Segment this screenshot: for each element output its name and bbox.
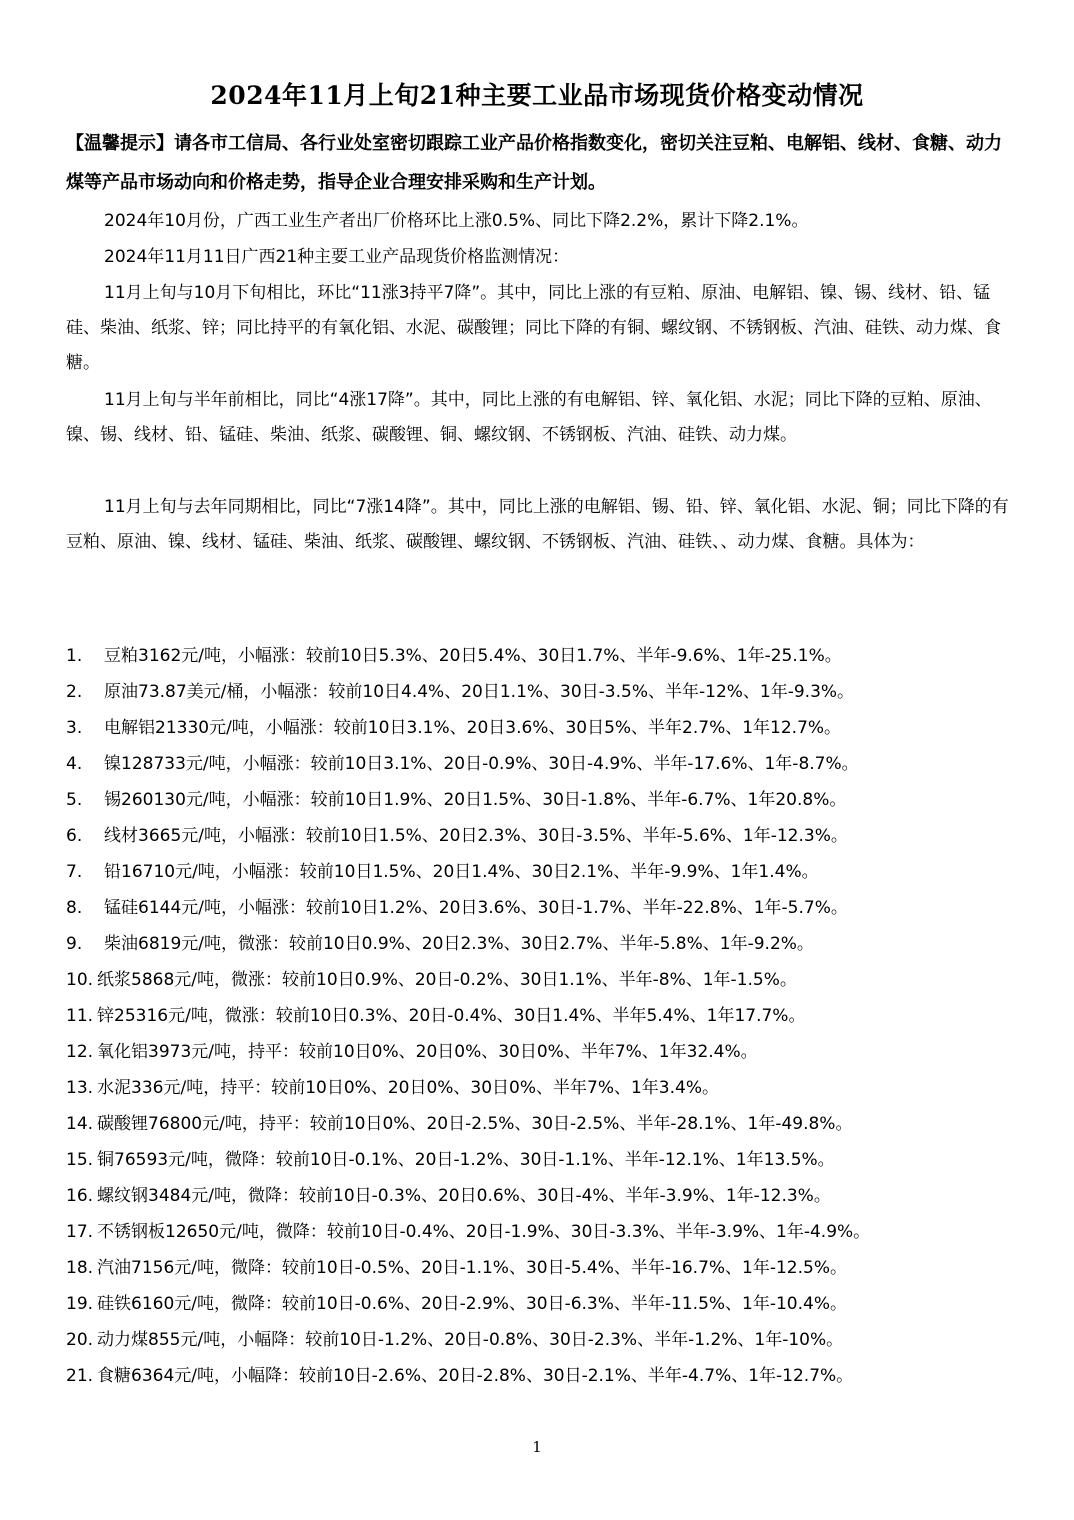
list-item-text: 碳酸锂76800元/吨，持平：较前10日0%、20日-2.5%、30日-2.5%、半年-28.1%、1年-49.8%。 xyxy=(97,1114,853,1134)
list-item xyxy=(66,1286,1026,1322)
list-item-text: 食糖6364元/吨，小幅降：较前10日-2.6%、20日-2.8%、30日-2.1%、半年-4.7%、1年-12.7%。 xyxy=(97,1366,854,1386)
list-item-number: 2. xyxy=(66,682,83,702)
list-item xyxy=(66,746,1026,782)
list-item-number: 20. xyxy=(66,1330,94,1350)
list-item xyxy=(66,926,1026,962)
list-item-number: 21. xyxy=(66,1366,94,1386)
list-item-text: 柴油6819元/吨，微涨：较前10日0.9%、20日2.3%、30日2.7%、半年-5.8%、1年-9.2%。 xyxy=(104,934,814,954)
paragraph-ppi-summary: 2024年10月份，广西工业生产者出厂价格环比上涨0.5%、同比下降2.2%，累计下降2.1%。 xyxy=(104,211,809,231)
list-item xyxy=(66,998,1026,1034)
list-item-number: 9. xyxy=(66,934,83,954)
list-item xyxy=(66,1106,1026,1142)
paragraph-monitoring-intro: 2024年11月11日广西21种主要工业产品现货价格监测情况： xyxy=(104,247,570,267)
list-item-number: 4. xyxy=(66,754,83,774)
paragraph-half-year: 11月上旬与半年前相比，同比“4涨17降”。其中，同比上涨的有电解铝、锌、氧化铝、水泥；同比下降的豆粕、原油、镍、锡、线材、铅、锰硅、柴油、纸浆、碳酸锂、铜、螺纹钢、不锈钢板、汽油、硅铁、动力煤。 xyxy=(66,390,992,445)
list-item-text: 锡260130元/吨，小幅涨：较前10日1.9%、20日1.5%、30日-1.8%、半年-6.7%、1年20.8%。 xyxy=(104,790,847,810)
list-item-text: 氧化铝3973元/吨，持平：较前10日0%、20日0%、30日0%、半年7%、1年32.4%。 xyxy=(97,1042,758,1062)
list-item-number: 14. xyxy=(66,1114,94,1134)
list-item-text: 铅16710元/吨，小幅涨：较前10日1.5%、20日1.4%、30日2.1%、半年-9.9%、1年1.4%。 xyxy=(104,862,819,882)
list-item xyxy=(66,674,1026,710)
list-item-text: 豆粕3162元/吨，小幅涨：较前10日5.3%、20日5.4%、30日1.7%、半年-9.6%、1年-25.1%。 xyxy=(104,646,842,666)
list-item xyxy=(66,890,1026,926)
list-item xyxy=(66,782,1026,818)
list-item-text: 锰硅6144元/吨，小幅涨：较前10日1.2%、20日3.6%、30日-1.7%、半年-22.8%、1年-5.7%。 xyxy=(104,898,848,918)
list-item-number: 5. xyxy=(66,790,83,810)
page-number: 1 xyxy=(532,1438,542,1456)
list-item xyxy=(66,1178,1026,1214)
list-item xyxy=(66,854,1026,890)
warm-tip: 【温馨提示】请各市工信局、各行业处室密切跟踪工业产品价格指数变化，密切关注豆粕、电解铝、线材、食糖、动力煤等产品市场动向和价格走势，指导企业合理安排采购和生产计划。 xyxy=(66,133,1002,193)
list-item xyxy=(66,818,1026,854)
list-item-number: 13. xyxy=(66,1078,94,1098)
list-item-text: 镍128733元/吨，小幅涨：较前10日3.1%、20日-0.9%、30日-4.9%、半年-17.6%、1年-8.7%。 xyxy=(104,754,859,774)
list-item-text: 螺纹钢3484元/吨，微降：较前10日-0.3%、20日0.6%、30日-4%、半年-3.9%、1年-12.3%。 xyxy=(97,1186,831,1206)
list-item xyxy=(66,1214,1026,1250)
list-item xyxy=(66,710,1026,746)
list-item-text: 纸浆5868元/吨，微涨：较前10日0.9%、20日-0.2%、30日1.1%、半年-8%、1年-1.5%。 xyxy=(97,970,797,990)
list-item-text: 汽油7156元/吨，微降：较前10日-0.5%、20日-1.1%、30日-5.4%、半年-16.7%、1年-12.5%。 xyxy=(97,1258,847,1278)
list-item-number: 11. xyxy=(66,1006,94,1026)
list-item-number: 8. xyxy=(66,898,83,918)
list-item-number: 19. xyxy=(66,1294,94,1314)
list-item xyxy=(66,1358,1026,1394)
list-item xyxy=(66,1070,1026,1106)
list-item-text: 硅铁6160元/吨，微降：较前10日-0.6%、20日-2.9%、30日-6.3%、半年-11.5%、1年-10.4%。 xyxy=(97,1294,847,1314)
list-item-text: 锌25316元/吨，微涨：较前10日0.3%、20日-0.4%、30日1.4%、半年5.4%、1年17.7%。 xyxy=(97,1006,806,1026)
list-item-number: 7. xyxy=(66,862,83,882)
list-item-number: 17. xyxy=(66,1222,94,1242)
list-item-number: 12. xyxy=(66,1042,94,1062)
list-item-number: 1. xyxy=(66,646,83,666)
list-item-number: 3. xyxy=(66,718,83,738)
list-item-text: 动力煤855元/吨，小幅降：较前10日-1.2%、20日-0.8%、30日-2.3%、半年-1.2%、1年-10%。 xyxy=(97,1330,844,1350)
list-item xyxy=(66,1034,1026,1070)
document-title: 2024年11月上旬21种主要工业品市场现货价格变动情况 xyxy=(210,81,864,110)
paragraph-year-on-year: 11月上旬与去年同期相比，同比“7涨14降”。其中，同比上涨的电解铝、锡、铅、锌、氧化铝、水泥、铜；同比下降的有豆粕、原油、镍、线材、锰硅、柴油、纸浆、碳酸锂、螺纹钢、不锈钢板、汽油、硅铁、、动力煤、食糖。具体为： xyxy=(66,497,1009,552)
paragraph-month-on-month: 11月上旬与10月下旬相比，环比“11涨3持平7降”。其中，同比上涨的有豆粕、原油、电解铝、镍、锡、线材、铅、锰硅、柴油、纸浆、锌；同比持平的有氧化铝、水泥、碳酸锂；同比下降的有铜、螺纹钢、不锈钢板、汽油、硅铁、动力煤、食糖。 xyxy=(66,283,1001,373)
list-item-text: 线材3665元/吨，小幅涨：较前10日1.5%、20日2.3%、30日-3.5%、半年-5.6%、1年-12.3%。 xyxy=(104,826,848,846)
price-list xyxy=(66,638,1026,1394)
list-item-number: 10. xyxy=(66,970,94,990)
list-item-text: 铜76593元/吨，微降：较前10日-0.1%、20日-1.2%、30日-1.1%、半年-12.1%、1年13.5%。 xyxy=(97,1150,835,1170)
list-item xyxy=(66,1250,1026,1286)
list-item xyxy=(66,1142,1026,1178)
list-item-text: 水泥336元/吨，持平：较前10日0%、20日0%、30日0%、半年7%、1年3.4%。 xyxy=(97,1078,719,1098)
list-item-number: 6. xyxy=(66,826,83,846)
list-item xyxy=(66,1322,1026,1358)
list-item-text: 不锈钢板12650元/吨，微降：较前10日-0.4%、20日-1.9%、30日-3.3%、半年-3.9%、1年-4.9%。 xyxy=(97,1222,871,1242)
list-item xyxy=(66,638,1026,674)
list-item-text: 原油73.87美元/桶，小幅涨：较前10日4.4%、20日1.1%、30日-3.5%、半年-12%、1年-9.3%。 xyxy=(104,682,855,702)
list-item xyxy=(66,962,1026,998)
list-item-number: 18. xyxy=(66,1258,94,1278)
list-item-number: 16. xyxy=(66,1186,94,1206)
list-item-text: 电解铝21330元/吨，小幅涨：较前10日3.1%、20日3.6%、30日5%、半年2.7%、1年12.7%。 xyxy=(104,718,842,738)
list-item-number: 15. xyxy=(66,1150,94,1170)
